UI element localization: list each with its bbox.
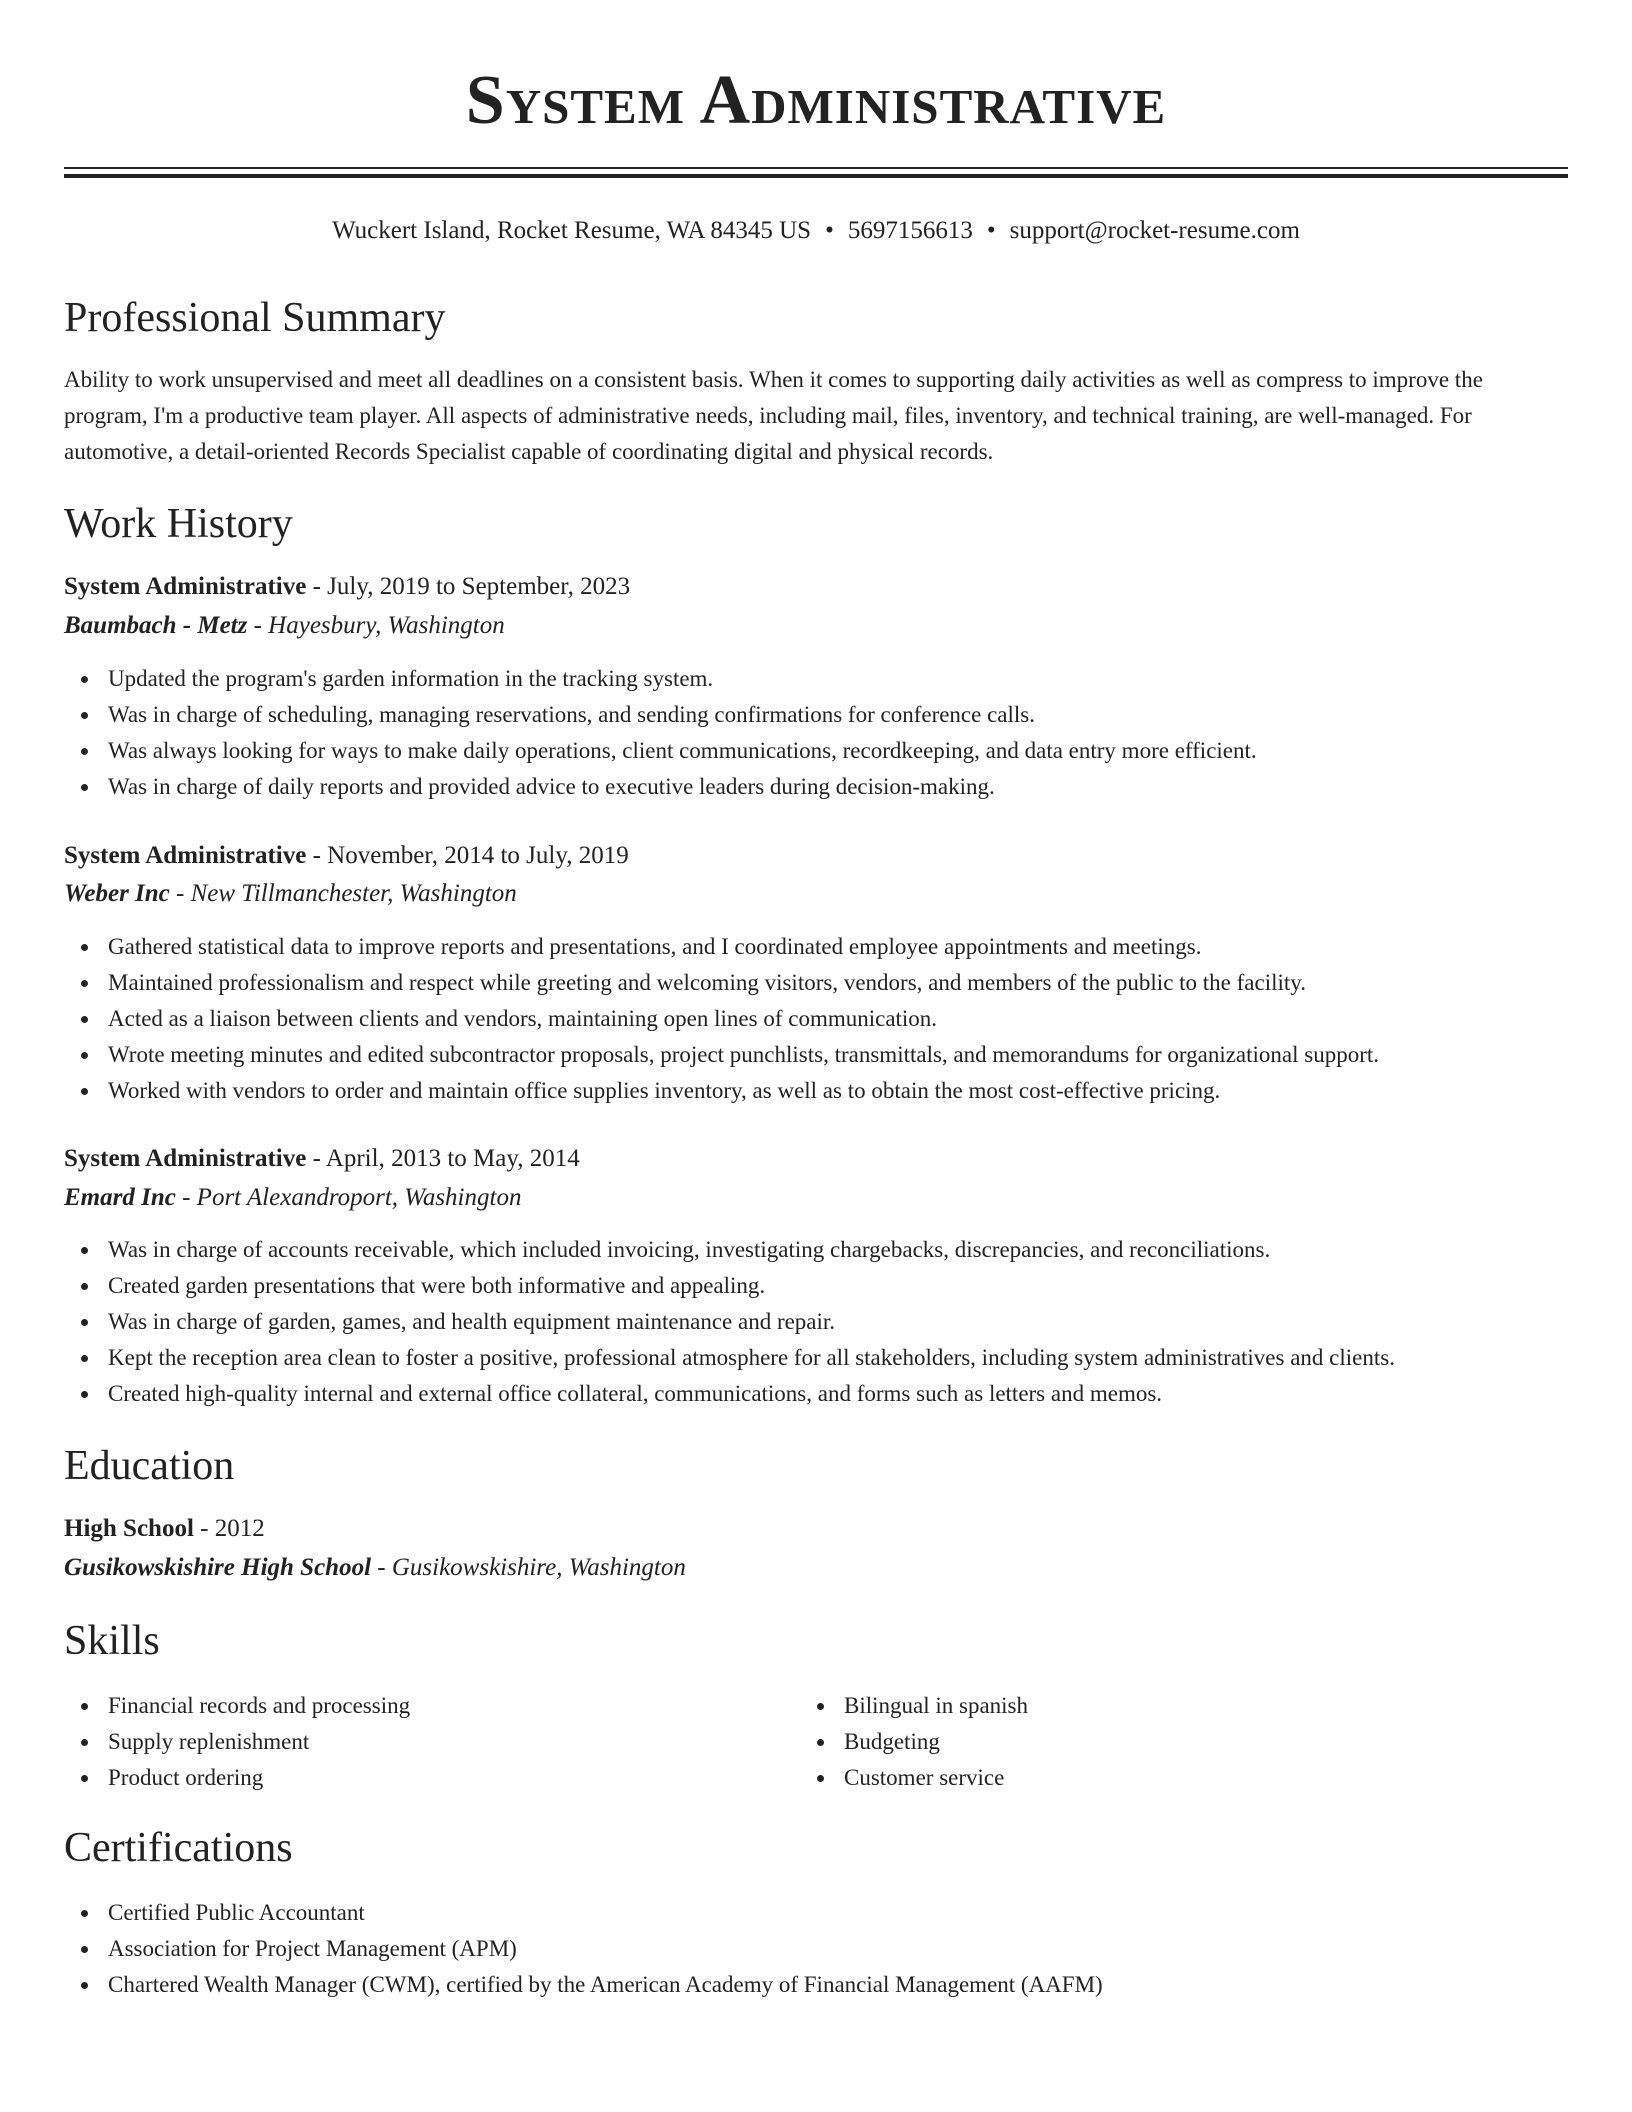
header-rule-thin bbox=[64, 167, 1568, 169]
certification-item: Chartered Wealth Manager (CWM), certified by the American Academy of Financial Management (AAFM) bbox=[108, 1967, 1103, 2003]
contact-phone: 5697156613 bbox=[847, 217, 973, 244]
education-degree-line bbox=[64, 1512, 265, 1546]
section-heading-work-history: Work History bbox=[64, 501, 293, 547]
education-degree: High School bbox=[64, 1515, 194, 1542]
job-title: System Administrative bbox=[64, 842, 307, 869]
list-item: Created garden presentations that were both informative and appealing. bbox=[108, 1268, 1395, 1304]
skill-item: Customer service bbox=[844, 1760, 1028, 1796]
job-bullets bbox=[64, 661, 1257, 805]
skill-item: Budgeting bbox=[844, 1724, 1028, 1760]
list-item: Was in charge of scheduling, managing reservations, and sending confirmations for conference calls. bbox=[108, 697, 1257, 733]
skill-item: Bilingual in spanish bbox=[844, 1688, 1028, 1724]
list-item: Gathered statistical data to improve reports and presentations, and I coordinated employee appointments and meetings. bbox=[108, 929, 1379, 965]
job-dates: - November, 2014 to July, 2019 bbox=[306, 842, 629, 869]
bullet-separator: • bbox=[825, 217, 834, 244]
job-title-line bbox=[64, 570, 630, 604]
job-title: System Administrative bbox=[64, 573, 307, 600]
section-heading-summary: Professional Summary bbox=[64, 295, 446, 341]
bullet-separator: • bbox=[986, 217, 996, 244]
job-title-line bbox=[64, 1142, 580, 1176]
job-company-line bbox=[64, 877, 517, 911]
job-title-line bbox=[64, 839, 629, 873]
list-item: Maintained professionalism and respect while greeting and welcoming visitors, vendors, and members of the public to the facility. bbox=[108, 965, 1379, 1001]
section-heading-certifications: Certifications bbox=[64, 1825, 293, 1871]
job-bullets bbox=[64, 1232, 1395, 1412]
list-item: Acted as a liaison between clients and vendors, maintaining open lines of communication. bbox=[108, 1001, 1379, 1037]
list-item: Updated the program's garden information in the tracking system. bbox=[108, 661, 1257, 697]
skill-item: Product ordering bbox=[108, 1760, 410, 1796]
list-item: Worked with vendors to order and maintain office supplies inventory, as well as to obtain the most cost-effective pricing. bbox=[108, 1073, 1379, 1109]
skill-item: Supply replenishment bbox=[108, 1724, 410, 1760]
contact-email: support@rocket-resume.com bbox=[1009, 217, 1300, 244]
job-company: Weber Inc bbox=[64, 880, 170, 907]
job-bullets bbox=[64, 929, 1379, 1109]
skill-item: Financial records and processing bbox=[108, 1688, 410, 1724]
list-item: Kept the reception area clean to foster a positive, professional atmosphere for all stakeholders, including system administratives and clients. bbox=[108, 1340, 1395, 1376]
certifications-list bbox=[64, 1895, 1103, 2003]
contact-line bbox=[64, 214, 1568, 248]
section-heading-education: Education bbox=[64, 1443, 235, 1489]
list-item: Was in charge of accounts receivable, which included invoicing, investigating chargebacks, discrepancies, and reconciliations. bbox=[108, 1232, 1395, 1268]
summary-text: Ability to work unsupervised and meet all deadlines on a consistent basis. When it comes to supporting daily activities as well as compress to improve the program, I'm a productive team player. All aspects of administrative needs, including mail, files, inventory, and technical training, are well-managed. For automotive, a detail-oriented Records Specialist capable of coordinating digital and physical records. bbox=[64, 367, 1483, 464]
job-dates: - July, 2019 to September, 2023 bbox=[306, 573, 631, 600]
contact-address: Wuckert Island, Rocket Resume, WA 84345 US bbox=[332, 217, 812, 244]
education-year: - 2012 bbox=[193, 1515, 265, 1542]
candidate-name: System Administrative bbox=[465, 62, 1167, 139]
list-item: Was in charge of garden, games, and health equipment maintenance and repair. bbox=[108, 1304, 1395, 1340]
education-school-line bbox=[64, 1551, 686, 1585]
certification-item: Certified Public Accountant bbox=[108, 1895, 1103, 1931]
header-rule-thick bbox=[64, 174, 1568, 178]
job-company-line bbox=[64, 1181, 521, 1215]
skills-list-left bbox=[64, 1688, 410, 1796]
section-heading-skills: Skills bbox=[64, 1618, 160, 1664]
job-location: - Port Alexandroport, Washington bbox=[175, 1184, 522, 1211]
job-title: System Administrative bbox=[64, 1145, 307, 1172]
job-company: Emard Inc bbox=[64, 1184, 176, 1211]
job-company-line bbox=[64, 609, 505, 643]
list-item: Wrote meeting minutes and edited subcontractor proposals, project punchlists, transmittals, and memorandums for organizational support. bbox=[108, 1037, 1379, 1073]
list-item: Was always looking for ways to make daily operations, client communications, recordkeeping, and data entry more efficient. bbox=[108, 733, 1257, 769]
list-item: Was in charge of daily reports and provided advice to executive leaders during decision-making. bbox=[108, 769, 1257, 805]
education-location: - Gusikowskishire, Washington bbox=[371, 1554, 686, 1581]
skills-list-right bbox=[800, 1688, 1028, 1796]
list-item: Created high-quality internal and external office collateral, communications, and forms such as letters and memos. bbox=[108, 1376, 1395, 1412]
job-dates: - April, 2013 to May, 2014 bbox=[306, 1145, 580, 1172]
certification-item: Association for Project Management (APM) bbox=[108, 1931, 1103, 1967]
job-location: - Hayesbury, Washington bbox=[247, 612, 505, 639]
job-company: Baumbach - Metz bbox=[64, 612, 248, 639]
job-location: - New Tillmanchester, Washington bbox=[169, 880, 517, 907]
education-school: Gusikowskishire High School bbox=[64, 1554, 372, 1581]
